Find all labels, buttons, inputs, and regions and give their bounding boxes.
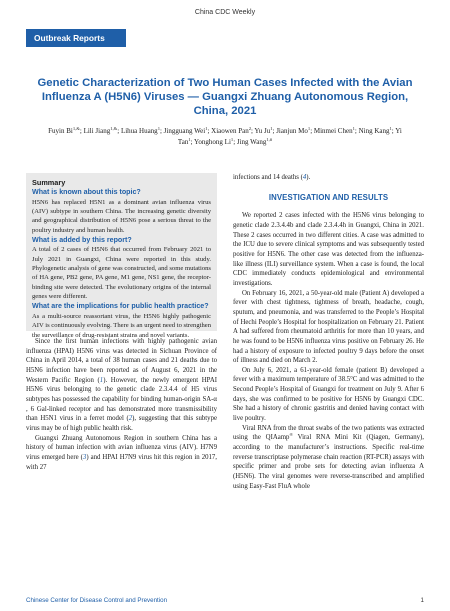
summary-question: What is known about this topic? xyxy=(32,188,141,196)
summary-question: What is added by this report? xyxy=(32,235,132,244)
body-paragraph xyxy=(26,434,217,473)
article-title: Genetic Characterization of Two Human Cases Infected with the Avian Influenza A (H5N6) Viruses — Guangxi Zhuang Autonomous Region, China, 2021 xyxy=(37,77,413,117)
text-run: Since the first human infections with highly pathogenic avian influenza (HPAI) H5N6 virus was detected in Sichuan Province of China in April 2014, a total of 38 human cases and 21 deaths due to H5N6 infection have been reported as of August 6, 2021 in the Western Pacific Region ( xyxy=(26,338,217,384)
text-run: ; Xiaowen Pan xyxy=(207,127,249,135)
summary-answer: H5N6 has replaced H5N1 as a dominant avian influenza virus (AIV) subtype in southern China. The increasing genetic diversity and geographical distribution of H5N6 pose a serious threat to the poultry industry and human health. xyxy=(32,198,211,234)
superscript: 1 xyxy=(205,126,208,131)
text-run: Viral RNA from the throat swabs of the two patients was extracted using the QIAamp xyxy=(233,424,424,442)
page-number: 1 xyxy=(420,597,424,604)
text-run: Fuyin Bi xyxy=(48,127,73,135)
text-run: ; Jianjun Mo xyxy=(272,127,308,135)
body-paragraph xyxy=(26,337,217,434)
superscript: 1 xyxy=(270,126,273,131)
text-run: ; Jing Wang xyxy=(233,138,267,146)
summary-question: What are the implications for public health practice? xyxy=(32,302,209,311)
author-list xyxy=(45,126,405,148)
text-run: On July 6, 2021, a 61-year-old female (patient B) developed a fever with a maximum temperature of 38.5°C and was admitted to the Second People’s Hospital of Guangxi for treatment on July 9. After 6 days, she was confirmed to be positive for H5N6 by Guangxi CDC. She had a history of chronic gastritis and denied having contact with live poultry. xyxy=(233,366,424,423)
text-run: ; Yi Tan xyxy=(177,127,402,146)
superscript: 1 xyxy=(188,137,191,142)
body-paragraph xyxy=(233,289,424,366)
superscript: 2 xyxy=(248,126,251,131)
text-run: ), suggesting that this subtype virus may be of high public health risk. xyxy=(26,415,217,432)
text-run: ; Jingguang Wei xyxy=(159,127,206,135)
superscript: 1,& xyxy=(72,126,80,131)
text-run: infections and 14 deaths ( xyxy=(233,174,303,181)
right-column-body xyxy=(233,173,424,491)
superscript: ® xyxy=(289,432,293,438)
text-run: ; Lihua Huang xyxy=(117,127,158,135)
superscript: 1 xyxy=(307,126,311,131)
superscript: 1 xyxy=(230,137,234,142)
text-run: We reported 2 cases infected with the H5N6 virus belonging to genetic clade 2.3.4.4b and clade 2.3.4.4h in Guangxi, China in 2021. These 2 cases occurred in two different cities. A case was admitted to the ICU due to severe clinical symptoms and was subsequently tested positive for H5N6. The other case was detected from the influenza-like illness (ILI) surveillance system. When a case is found, the local CDC immediately conducts epidemiological and environmental investigations. xyxy=(233,212,424,287)
superscript: 1,# xyxy=(266,137,273,142)
body-paragraph xyxy=(233,366,424,424)
text-run: ; Ning Kang xyxy=(354,127,390,135)
text-run: ). However, the newly emergent HPAI H5N6 virus belonging to the genetic clade 2.3.4.4 of H5 virus subtypes has possessed the capability for binding human-origin SA-α , 6 Gal-linked receptor and has demonstrated more transmissibility than H5N1 virus in a ferret model ( xyxy=(26,376,217,423)
text-run: ; Yonghong Li xyxy=(190,138,231,146)
superscript: 1 xyxy=(352,126,355,131)
summary-answer: A total of 2 cases of H5N6 that occurred from February 2021 to July 2021 in Guangxi, China were reported in this study. Phylogenetic analysis of gene was constructed, and some mutations of HA gene, PB2 gene, PA gene, M1 gene, NS1 gene, the receptor-binding site were detected. The evolutionary origins of the internal genes were different. xyxy=(32,246,211,301)
journal-header: China CDC Weekly xyxy=(194,9,256,16)
section-heading: INVESTIGATION AND RESULTS xyxy=(268,192,389,202)
citation-ref: 3 xyxy=(82,453,87,461)
footer-publisher: Chinese Center for Disease Control and Prevention xyxy=(26,597,168,604)
body-paragraph xyxy=(233,211,424,288)
text-run: ). xyxy=(306,174,311,181)
text-run: Viral RNA Mini Kit (Qiagen, Germany), according to the manufacturer’s instructions. Specific real-time reverse transcriptase polymerase chain reaction (RT-PCR) assays with specific primer and probe sets for detecting avian influenza A (H5N6). The viral genomes were reverse-transcribed and amplified using Easy-Fast FluA whole xyxy=(233,434,424,490)
superscript: 1 xyxy=(389,126,392,131)
superscript: 1 xyxy=(157,126,160,131)
body-paragraph xyxy=(233,424,424,492)
left-column-body xyxy=(26,337,217,472)
text-run: ; Yu Ju xyxy=(251,127,271,135)
body-paragraph-continued xyxy=(233,173,424,183)
text-run: ) and HPAI H7N9 virus hit this region in 2017, with 27 xyxy=(26,453,217,471)
section-tag: Outbreak Reports xyxy=(26,29,126,47)
citation-ref: 4 xyxy=(302,174,307,181)
citation-ref: 2 xyxy=(128,415,133,423)
citation-ref: 1 xyxy=(99,376,104,384)
summary-heading: Summary xyxy=(32,178,66,187)
summary-answer: As a multi-source reassortant virus, the H5N6 highly pathogenic AIV is continuously evolving. There is an urgent need to strengthen the surveillance of drug-resistant strains and novel variants. xyxy=(32,312,211,339)
text-run: ; Lili Jiang xyxy=(79,127,111,135)
text-run: Guangxi Zhuang Autonomous Region in southern China has a history of human infection with avian influenza virus (AIV). H7N9 virus emerged here ( xyxy=(26,434,217,461)
text-run: ; Minmei Chen xyxy=(310,127,353,135)
superscript: 1,& xyxy=(110,126,118,131)
text-run: On February 16, 2021, a 50-year-old male (Patient A) developed a fever with chest tightness, tightness of breath, headache, cough, sputum, and pneumonia, and was transferred to the People’s Hospital of Hechi People’s Hospital for hospitalization on February 21. Patient A had suffered from rheumatoid arthritis for more than 10 years, and he was found to be H5N6 influenza virus positive on February 26. He had a history of exposure to infected poultry 9 days before the onset of illness and died on March 2. xyxy=(233,289,424,365)
summary-box xyxy=(26,173,217,339)
